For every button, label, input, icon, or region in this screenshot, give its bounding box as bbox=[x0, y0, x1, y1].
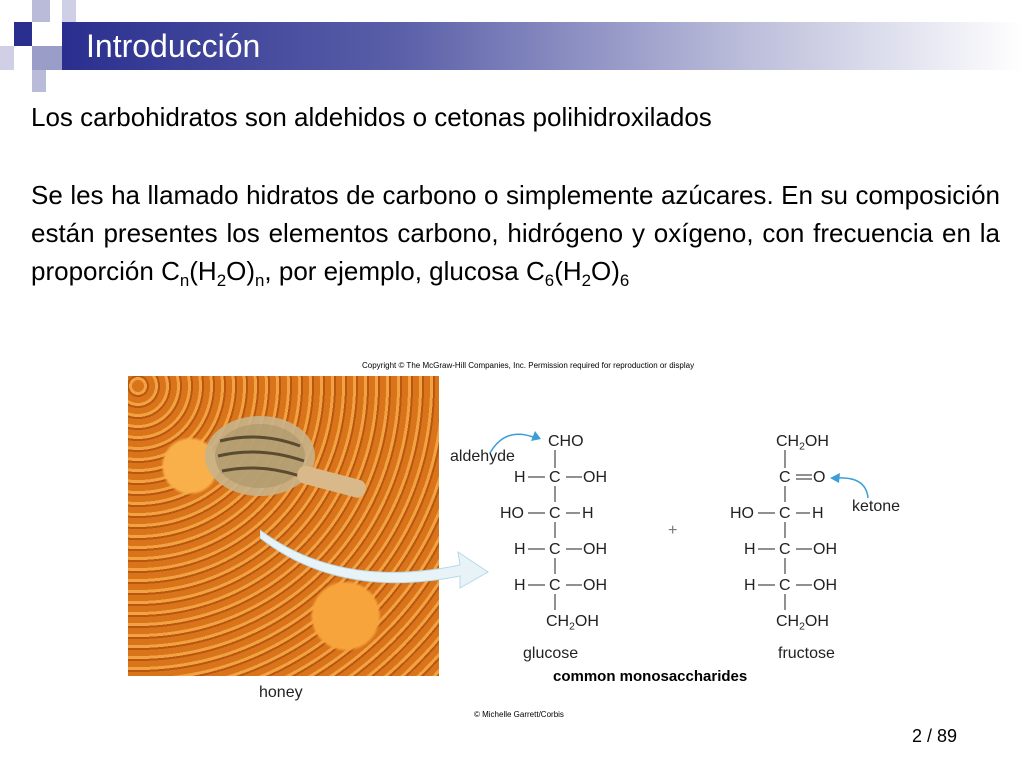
decor-square-light-3 bbox=[32, 46, 62, 70]
fructose-label: fructose bbox=[778, 645, 835, 662]
glucose-c2: C bbox=[549, 469, 561, 486]
ketone-arrow-icon bbox=[828, 470, 878, 500]
glucose-bottom: $CH_2OH$ bbox=[546, 613, 599, 633]
fructose-c5: C bbox=[779, 577, 791, 594]
aldehyde-label: aldehyde bbox=[450, 448, 515, 465]
slide-title: Introducción bbox=[86, 28, 261, 64]
plus-sign: + bbox=[668, 522, 678, 539]
glucose-c5-left: H bbox=[514, 577, 526, 594]
fructose-c3-right: H bbox=[812, 505, 824, 522]
glucose-c2-right: OH bbox=[583, 469, 607, 486]
honey-arrow-icon bbox=[260, 520, 490, 590]
glucose-c3-right: H bbox=[582, 505, 594, 522]
fructose-c5-left: H bbox=[744, 577, 756, 594]
subscript: n bbox=[179, 270, 190, 290]
fructose-top: $CH_2OH$ bbox=[776, 433, 829, 453]
glucose-top: CHO bbox=[548, 433, 584, 450]
fructose-c3-left: HO bbox=[730, 505, 754, 522]
subscript: 2 bbox=[216, 270, 227, 290]
figure-caption: common monosaccharides bbox=[553, 668, 748, 685]
fructose-c5-right: OH bbox=[813, 577, 837, 594]
fructose-carbonyl-c: C bbox=[779, 469, 791, 486]
glucose-c5: C bbox=[549, 577, 561, 594]
glucose-c4-right: OH bbox=[583, 541, 607, 558]
decor-square-light-4 bbox=[32, 70, 46, 92]
glucose-c2-left: H bbox=[514, 469, 526, 486]
paragraph-text: (H bbox=[189, 256, 217, 286]
honey-dipper-image bbox=[200, 406, 370, 516]
paragraph-text: . En su composición están presentes los elementos carbono, hidrógeno y oxígeno, con frecuencia en la proporción C bbox=[31, 180, 1000, 286]
paragraph-text: , por ejemplo, glucosa C bbox=[264, 256, 545, 286]
glucose-c5-right: OH bbox=[583, 577, 607, 594]
subscript: 6 bbox=[619, 270, 630, 290]
fructose-c3: C bbox=[779, 505, 791, 522]
body-paragraph bbox=[31, 176, 1000, 290]
paragraph-text: O) bbox=[591, 256, 620, 286]
intro-line: Los carbohidratos son aldehidos o cetonas polihidroxilados bbox=[31, 102, 712, 132]
fructose-c4-right: OH bbox=[813, 541, 837, 558]
subscript: 2 bbox=[581, 270, 592, 290]
figure-copyright: Copyright © The McGraw-Hill Companies, Inc. Permission required for reproduction or display bbox=[362, 361, 695, 370]
paragraph-text: Se les ha llamado hidratos de carbono o simplemente bbox=[31, 180, 661, 210]
paragraph-text: O) bbox=[226, 256, 255, 286]
decor-square-light-1 bbox=[32, 0, 50, 22]
decor-square-dark-1 bbox=[14, 22, 32, 46]
glucose-label: glucose bbox=[523, 645, 579, 662]
glucose-c4-left: H bbox=[514, 541, 526, 558]
fructose-bottom: $CH_2OH$ bbox=[776, 613, 829, 633]
photo-credit: © Michelle Garrett/Corbis bbox=[474, 710, 564, 719]
subscript: 6 bbox=[544, 270, 555, 290]
page-number: 2 / 89 bbox=[912, 726, 958, 746]
honey-label: honey bbox=[259, 684, 303, 701]
fructose-c4-left: H bbox=[744, 541, 756, 558]
decor-square-light-2 bbox=[0, 46, 14, 70]
subscript: n bbox=[255, 270, 265, 290]
decor-square-light-5 bbox=[62, 0, 76, 22]
ketone-label: ketone bbox=[852, 498, 901, 515]
paragraph-text: (H bbox=[554, 256, 582, 286]
glucose-c4: C bbox=[549, 541, 561, 558]
fructose-carbonyl-o: O bbox=[813, 469, 826, 486]
glucose-c3: C bbox=[549, 505, 561, 522]
paragraph-highlight: azúcares bbox=[660, 180, 767, 210]
fructose-c4: C bbox=[779, 541, 791, 558]
glucose-c3-left: HO bbox=[500, 505, 524, 522]
